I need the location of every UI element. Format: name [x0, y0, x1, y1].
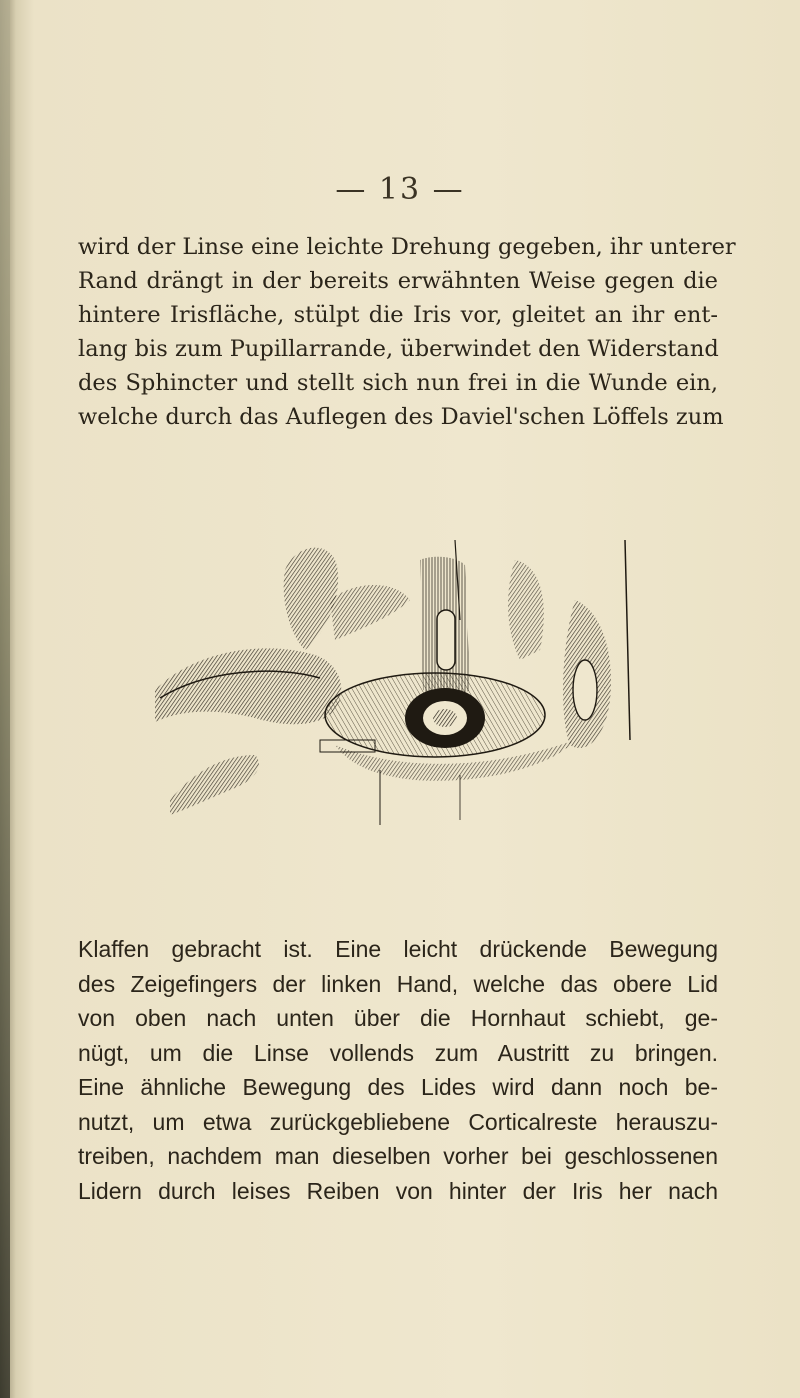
text-line: lang bis zum Pupillarrande, überwindet den Widerstand	[78, 336, 719, 362]
text-line: Eine ähnliche Bewegung des Lides wird dann noch be-	[78, 1074, 718, 1100]
text-line: Klaffen gebracht ist. Eine leicht drückende Bewegung	[78, 936, 718, 962]
text-line: des Zeigefingers der linken Hand, welche das obere Lid	[78, 970, 718, 997]
text-line: nutzt, um etwa zurückgebliebene Corticalreste herauszu-	[78, 1108, 718, 1135]
text-line: Lidern durch leises Reiben von hinter der Iris her nach	[78, 1177, 718, 1204]
page-number: — 13 —	[335, 172, 465, 207]
paragraph-top	[78, 230, 736, 434]
book-spine-shadow	[0, 0, 10, 1398]
text-line: wird der Linse eine leichte Drehung gegeben, ihr unterer	[78, 234, 736, 260]
text-line: welche durch das Auflegen des Daviel'schen Löffels zum	[78, 404, 724, 430]
text-line: hintere Irisfläche, stülpt die Iris vor, gleitet an ihr ent-	[78, 302, 718, 328]
text-line: treiben, nachdem man dieselben vorher bei geschlossenen	[78, 1143, 718, 1169]
text-line: Rand drängt in der bereits erwähnten Weise gegen die	[78, 268, 718, 294]
text-line: des Sphincter und stellt sich nun frei in die Wunde ein,	[78, 370, 718, 396]
paragraph-bottom	[78, 932, 718, 1208]
text-line: nügt, um die Linse vollends zum Austritt zu bringen.	[78, 1039, 718, 1066]
eye-surgery-illustration	[155, 540, 635, 825]
text-line: von oben nach unten über die Hornhaut schiebt, ge-	[78, 1005, 718, 1031]
